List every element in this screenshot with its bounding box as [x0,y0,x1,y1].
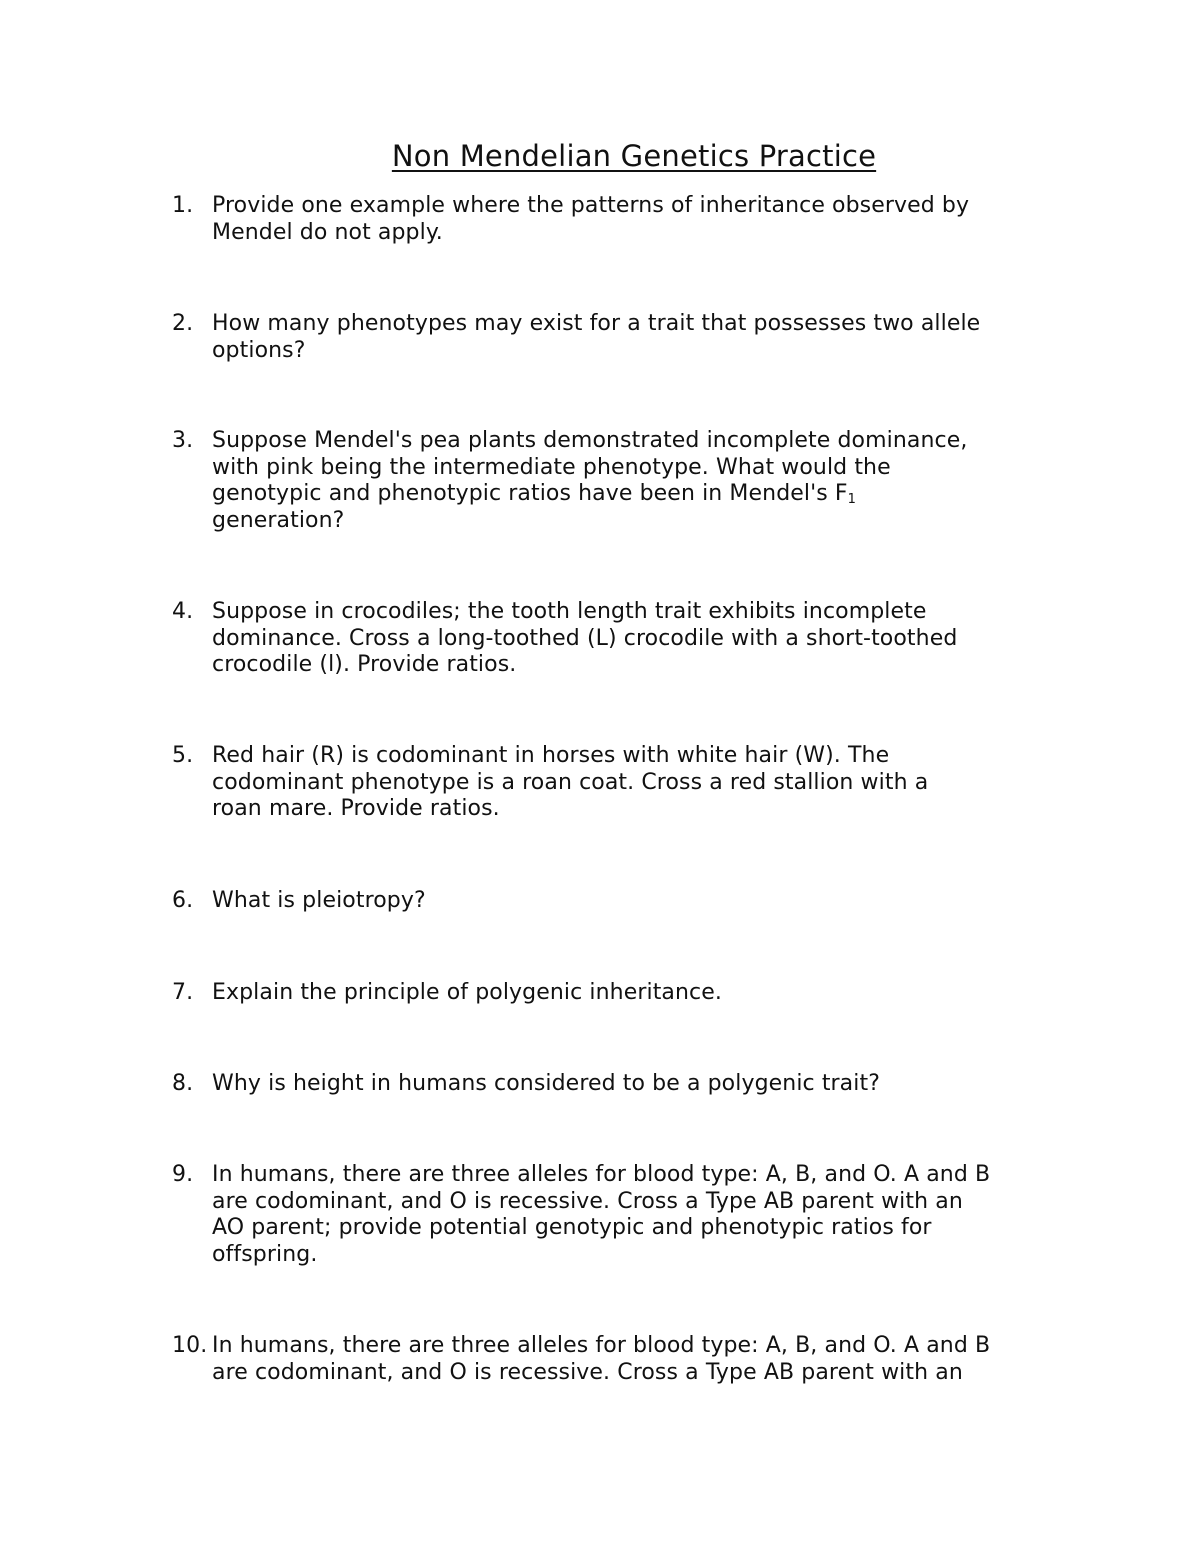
question-number: 5. [172,743,194,768]
question-text: Red hair (R) is codominant in horses with white hair (W). The codominant phenotype is a roan coat. Cross a red stallion with a roan mare. Provide ratios. [212,743,929,821]
question-9 [172,1162,1072,1268]
question-text [212,428,1072,534]
question-10 [172,1333,1072,1386]
question-text: What is pleiotropy? [212,888,426,913]
question-8 [172,1071,1072,1098]
question-5 [172,743,1072,823]
question-7 [172,980,1072,1007]
question-6 [172,888,1072,915]
question-text: How many phenotypes may exist for a trait that possesses two allele options? [212,311,981,363]
question-text: Suppose in crocodiles; the tooth length trait exhibits incomplete dominance. Cross a long-toothed (L) crocodile with a short-toothed crocodile (l). Provide ratios. [212,599,958,677]
question-number: 7. [172,980,194,1005]
question-number: 9. [172,1162,194,1187]
page-title: Non Mendelian Genetics Practice [391,139,877,173]
question-number: 3. [172,428,194,453]
question-2 [172,311,1072,364]
question-number: 6. [172,888,194,913]
question-1 [172,193,1072,246]
question-number: 10. [172,1333,208,1358]
question-4 [172,599,1072,679]
question-number: 4. [172,599,194,624]
f1-subscript: 1 [847,492,857,507]
question-text: Explain the principle of polygenic inheritance. [212,980,722,1005]
question-text: In humans, there are three alleles for blood type: A, B, and O. A and B are codominant, and O is recessive. Cross a Type AB parent with an [212,1333,991,1385]
question-text-main: Suppose Mendel's pea plants demonstrated incomplete dominance, with pink being the intermediate phenotype. What would the genotypic and phenotypic ratios have been in Mendel's F [212,428,968,506]
question-number: 1. [172,193,194,218]
question-text: In humans, there are three alleles for blood type: A, B, and O. A and B are codominant, and O is recessive. Cross a Type AB parent with an AO parent; provide potential genotypic and phenotypic ratios for offspring. [212,1162,991,1267]
question-text: Provide one example where the patterns of inheritance observed by Mendel do not apply. [212,193,970,245]
question-text: Why is height in humans considered to be a polygenic trait? [212,1071,880,1096]
question-3 [172,428,1072,534]
question-number: 8. [172,1071,194,1096]
question-text-end: generation? [212,507,345,533]
question-number: 2. [172,311,194,336]
